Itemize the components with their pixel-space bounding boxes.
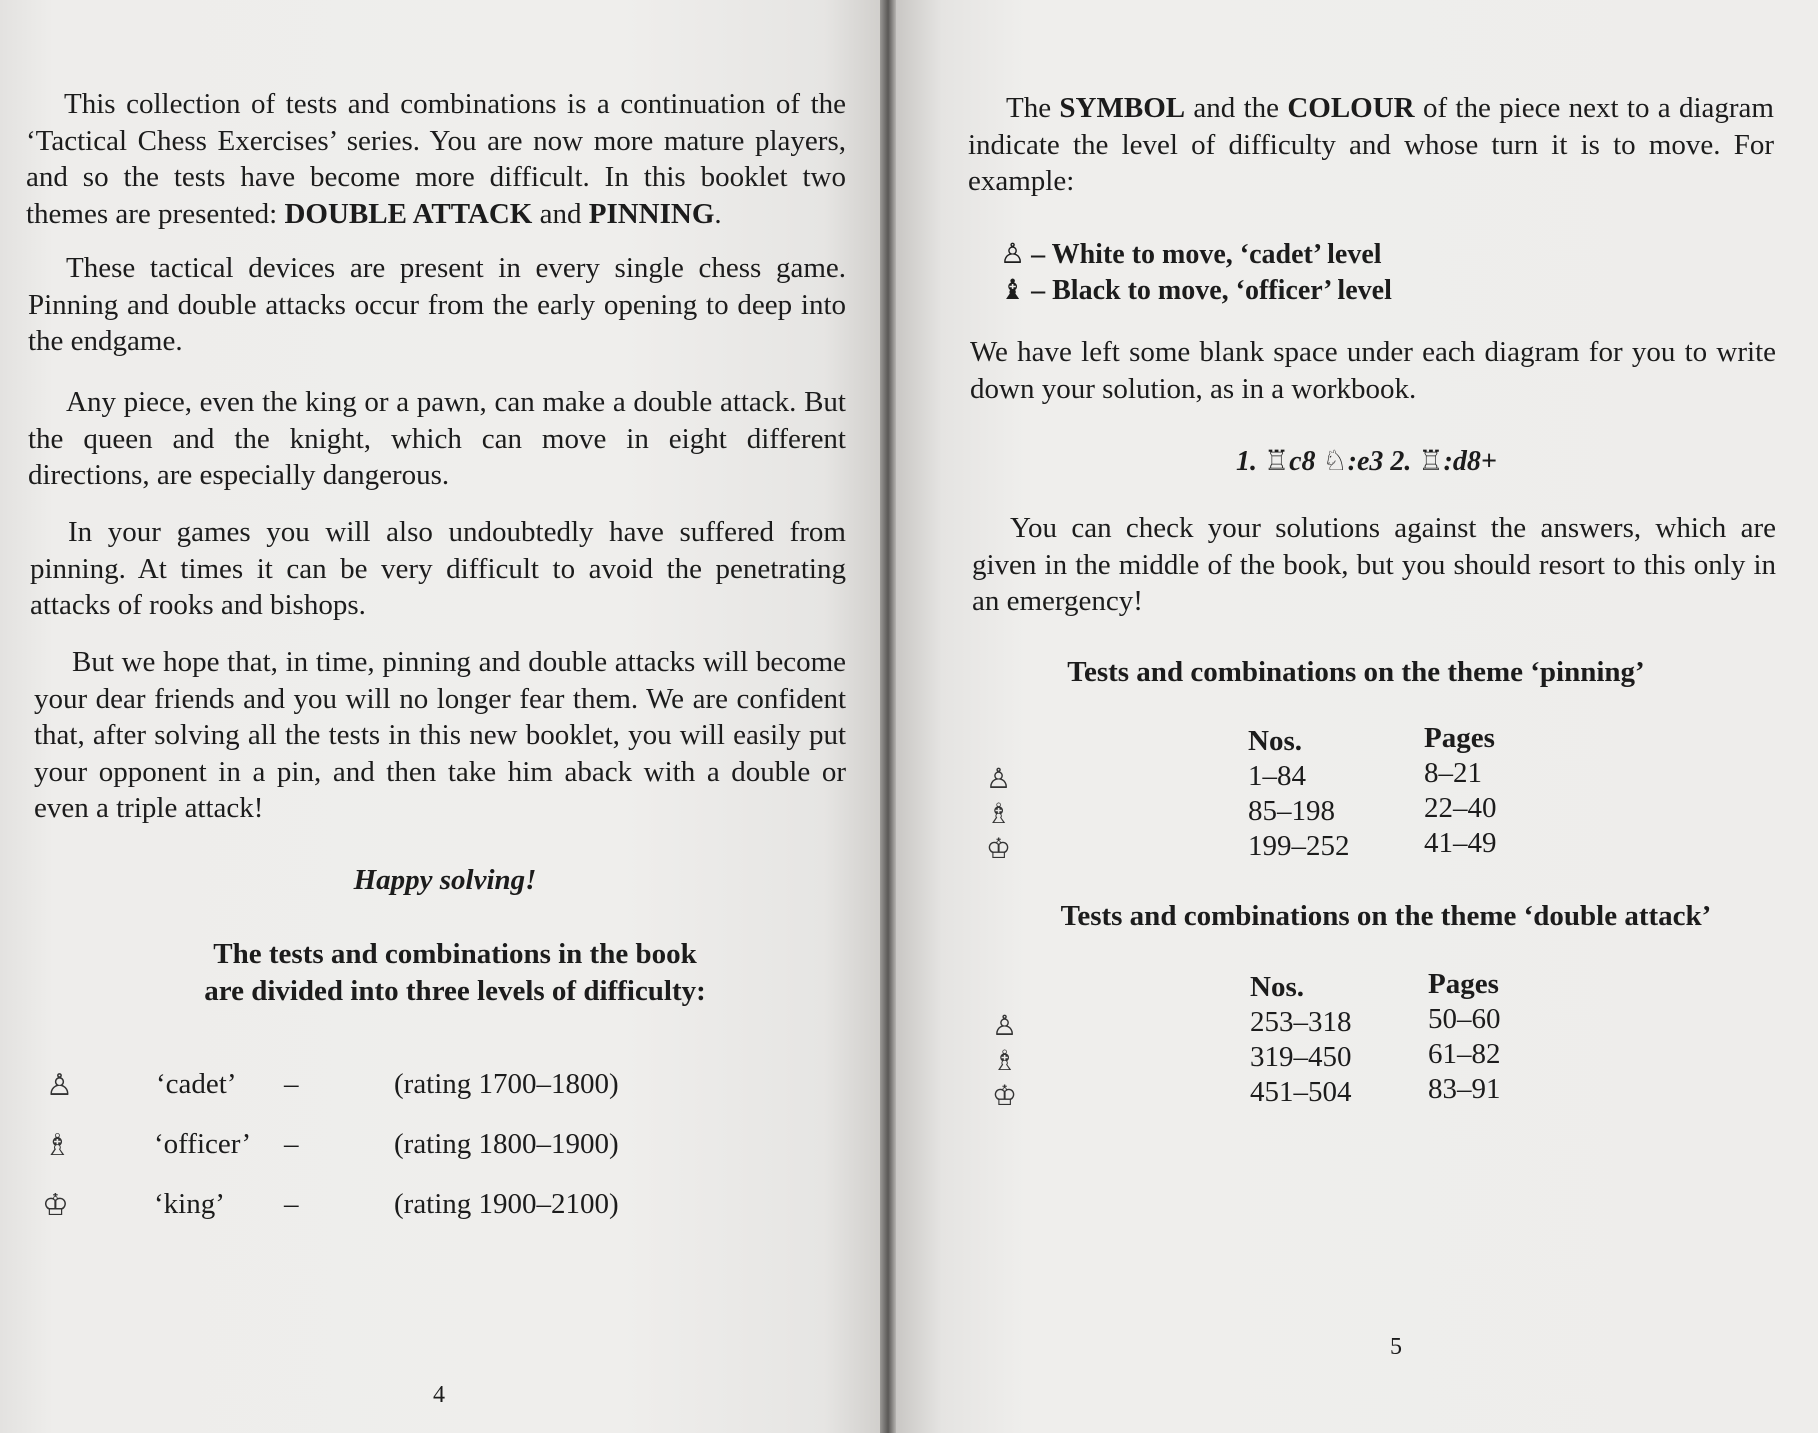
tactics-paragraph: These tactical devices are present in every single chess game. Pinning and double attacks occur from the early opening to deep into the endgame.	[28, 252, 846, 357]
level-row	[0, 1068, 880, 1108]
table-cell: 50–60	[1428, 1003, 1501, 1035]
closing-line: Happy solving!	[353, 864, 537, 896]
pages-column	[1428, 967, 1501, 1107]
example-black-move: ♝ – Black to move, ‘officer’ level	[1000, 273, 1392, 306]
white-king-icon: ♔	[42, 1188, 69, 1223]
level-dash: –	[284, 1128, 299, 1160]
table-cell: 83–91	[1428, 1073, 1501, 1105]
black-bishop-icon: ♝	[1000, 273, 1026, 306]
table-cell: 1–84	[1248, 760, 1306, 792]
pages-column	[1424, 721, 1497, 861]
level-icons	[986, 761, 1011, 866]
pages-header: Pages	[1424, 722, 1495, 754]
blank-space-paragraph: We have left some blank space under each diagram for you to write down your solution, as in a workbook.	[970, 336, 1776, 405]
white-bishop-icon: ♗	[986, 797, 1012, 830]
white-pawn-icon: ♙	[992, 1009, 1018, 1042]
pinning-paragraph: In your games you will also undoubtedly have suffered from pinning. At times it can be very difficult to avoid the penetrating attacks of rooks and bishops.	[30, 516, 846, 621]
knight-icon: ♘	[1322, 444, 1348, 477]
table-cell: 8–21	[1424, 757, 1482, 789]
white-pawn-icon: ♙	[986, 762, 1012, 795]
table-cell: 451–504	[1250, 1076, 1352, 1108]
level-name: ‘cadet’	[156, 1068, 237, 1100]
left-page	[0, 0, 886, 1433]
level-rating: (rating 1700–1800)	[394, 1068, 619, 1100]
right-page	[896, 0, 1818, 1433]
level-row	[0, 1188, 880, 1228]
answers-paragraph: You can check your solutions against the answers, which are given in the middle of the book, but you should resort to this only in an emergency!	[972, 512, 1776, 617]
example-white-move: ♙ – White to move, ‘cadet’ level	[1000, 237, 1382, 270]
white-king-icon: ♔	[986, 832, 1012, 865]
double-attack-paragraph: Any piece, even the king or a pawn, can make a double attack. But the queen and the knight, which can move in eight different directions, are especially dangerous.	[28, 386, 846, 491]
table-cell: 199–252	[1248, 830, 1350, 862]
table-cell: 41–49	[1424, 827, 1497, 859]
level-rating: (rating 1800–1900)	[394, 1128, 619, 1160]
table-cell: 253–318	[1250, 1006, 1352, 1038]
page-number-right: 5	[1390, 1334, 1402, 1360]
level-name: ‘king’	[154, 1188, 225, 1220]
nos-header: Nos.	[1250, 971, 1304, 1003]
table-cell: 61–82	[1428, 1038, 1501, 1070]
level-name: ‘officer’	[154, 1128, 252, 1160]
rook-icon: ♖	[1418, 444, 1444, 477]
intro-paragraph: This collection of tests and combinations is a continuation of the ‘Tactical Chess Exercises’ series. You are now more mature players, and so the tests have become more difficult. In this booklet two themes are presented: DOUBLE ATTACK and PINNING.	[26, 88, 846, 230]
table-cell: 319–450	[1250, 1041, 1352, 1073]
table-cell: 85–198	[1248, 795, 1335, 827]
symbol-colour-paragraph: The SYMBOL and the COLOUR of the piece next to a diagram indicate the level of difficulty and whose turn it is to move. For example:	[968, 92, 1774, 197]
level-icons	[992, 1008, 1017, 1113]
rook-icon: ♖	[1264, 444, 1290, 477]
nos-header: Nos.	[1248, 725, 1302, 757]
nos-column	[1248, 724, 1350, 864]
white-pawn-icon: ♙	[46, 1068, 73, 1103]
page-number-left: 4	[433, 1382, 445, 1408]
nos-column	[1250, 970, 1352, 1110]
level-row	[0, 1128, 880, 1168]
sample-solution: 1. ♖c8 ♘:e3 2. ♖:d8+	[1236, 444, 1497, 477]
pages-header: Pages	[1428, 968, 1499, 1000]
table-cell: 22–40	[1424, 792, 1497, 824]
level-rating: (rating 1900–2100)	[394, 1188, 619, 1220]
white-king-icon: ♔	[992, 1079, 1018, 1112]
white-bishop-icon: ♗	[44, 1128, 71, 1163]
level-dash: –	[284, 1188, 299, 1220]
white-pawn-icon: ♙	[1000, 237, 1026, 270]
double-attack-heading: Tests and combinations on the theme ‘double attack’	[1060, 900, 1712, 932]
pinning-heading: Tests and combinations on the theme ‘pinning’	[1067, 656, 1645, 688]
levels-heading: The tests and combinations in the book are divided into three levels of difficulty:	[204, 938, 706, 1007]
level-dash: –	[284, 1068, 299, 1100]
white-bishop-icon: ♗	[992, 1044, 1018, 1077]
hope-paragraph: But we hope that, in time, pinning and double attacks will become your dear friends and you will no longer fear them. We are confident that, after solving all the tests in this new booklet, you will easily put your opponent in a pin, and then take him aback with a double or even a triple attack!	[34, 646, 846, 824]
